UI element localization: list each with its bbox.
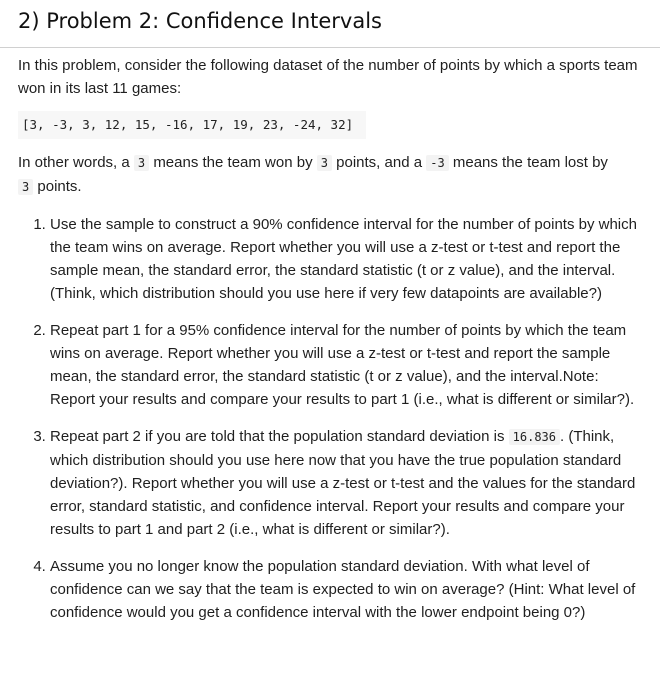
- question-item-4: 4. Assume you no longer know the population standard deviation. With what level of confidence can we say that the team is expected to win on average? (Hint: What level of confidence would you get a confidence interval with the lower endpoint being 0?): [50, 555, 642, 624]
- inline-code-neg3: -3: [426, 155, 448, 171]
- inline-code-3c: 3: [18, 179, 33, 195]
- question-item-1: 1. Use the sample to construct a 90% confidence interval for the number of points by which the team wins on average. Report whether you will use a z-test or t-test and report the sample mean, the standard error, the standard statistic (t or z value), and the interval. (Think, which distribution should you use here if very few datapoints are available?): [50, 213, 642, 305]
- explanation-paragraph: [18, 151, 642, 199]
- question-item-3: [50, 425, 642, 541]
- explanation-text-1: In other words, a: [18, 154, 130, 171]
- inline-code-std-dev: 16.836: [509, 429, 560, 445]
- explanation-text-5: points.: [37, 178, 82, 195]
- question-item-2: 2. Repeat part 1 for a 95% confidence interval for the number of points by which the team wins on average. Report whether you will use a z-test or t-test and report the sample mean, the standard error, the standard statistic (t or z value), and the interval.Note: Report your results and compare your results to part 1 (i.e., what is different or similar?).: [50, 319, 642, 411]
- explanation-text-3: points, and a: [336, 154, 423, 171]
- intro-paragraph: In this problem, consider the following dataset of the number of points by which a sports team won in its last 11 games:: [18, 57, 638, 97]
- explanation-text-2: means the team won by: [153, 154, 313, 171]
- question-list: [18, 213, 642, 624]
- page-title: 2) Problem 2: Confidence Intervals: [18, 9, 382, 33]
- question-3-text-before: Repeat part 2 if you are told that the population standard deviation is: [50, 428, 505, 445]
- title-divider: [0, 47, 660, 48]
- inline-code-3: 3: [134, 155, 149, 171]
- inline-code-3b: 3: [317, 155, 332, 171]
- dataset-code-block: [3, -3, 3, 12, 15, -16, 17, 19, 23, -24, 32]: [18, 111, 366, 139]
- question-3-text-after: . (Think, which distribution should you use here now that you have the true population standard deviation?). Report whether you will use a z-test or t-test and the values for the standard error, standard statistic, and confidence interval. Report your results and compare your results to part 1 and part 2 (i.e., what is different or similar?).: [50, 428, 636, 538]
- explanation-text-4: means the team lost by: [452, 154, 608, 171]
